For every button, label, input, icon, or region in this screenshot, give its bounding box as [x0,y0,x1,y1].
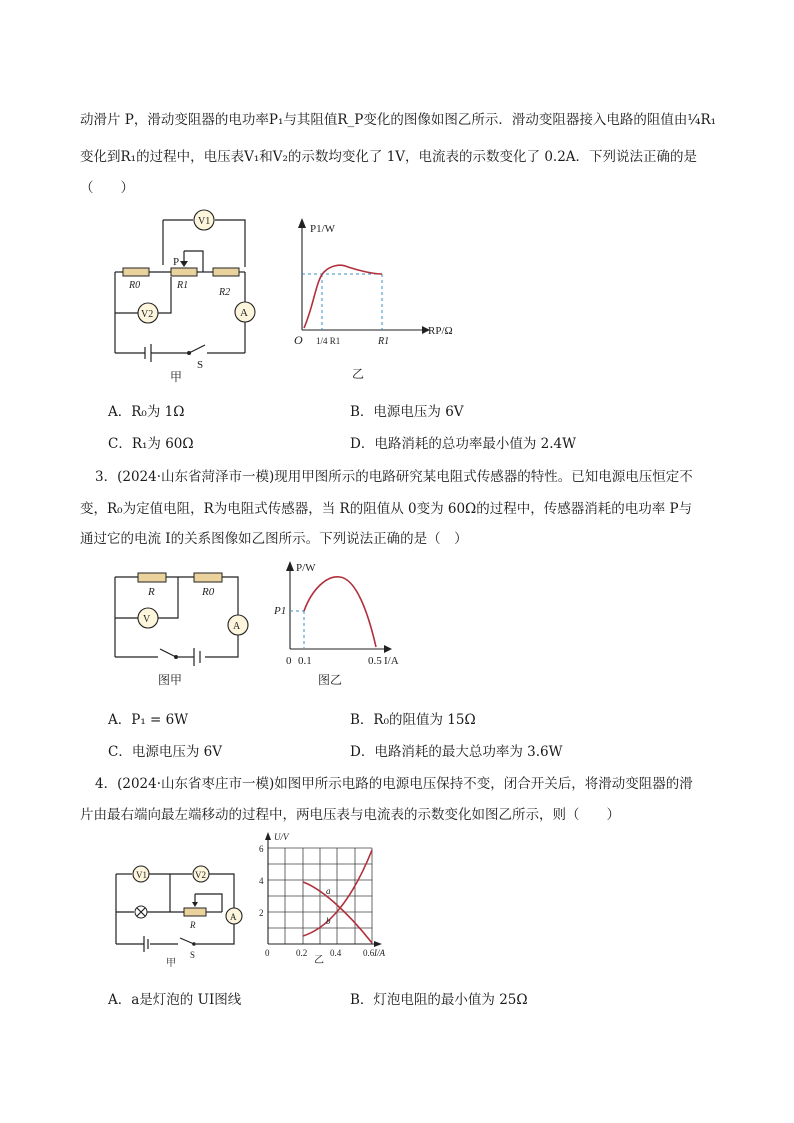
q4-option-b[interactable]: B．灯泡电阻的最小值为 25Ω [350,992,528,1008]
tick-r1: R1 [378,336,390,347]
ammeter-label: A [230,912,237,922]
slider-p-label: P [173,256,180,268]
r0-label: R0 [202,586,215,598]
tick-0-5: 0.5 [368,655,382,667]
q2-option-a[interactable]: A．R₀为 1Ω [108,404,185,420]
q2-text-line1: 动滑片 P，滑动变阻器的电功率P₁与其阻值R_P变化的图像如图乙所示．滑动变阻器接入电路的阻值由¼R₁ [80,112,717,128]
q3-option-d[interactable]: D．电路消耗的最大总功率为 3.6W [350,744,563,760]
q2-text-line2: 变化到R₁的过程中，电压表V₁和V₂的示数均变化了 1V，电流表的示数变化了 0.2A．下列说法正确的是 [80,149,698,165]
tick-x04: 0.4 [330,948,342,958]
q3-option-c[interactable]: C．电源电压为 6V [108,744,222,760]
q2-ylabel: P1/W [310,223,336,235]
v2-label: V2 [141,309,154,320]
tick-x02: 0.2 [296,948,308,958]
r2-label: R2 [219,287,231,298]
switch-s-label: S [197,359,204,371]
r1-label: R1 [177,280,189,291]
tick-x06: 0.6 [363,948,375,958]
tick-0: 0 [286,655,292,667]
q4-ylabel: U/V [274,832,289,842]
q3-option-b[interactable]: B．R₀的阻值为 15Ω [350,712,476,728]
ammeter-label: A [240,307,248,319]
figure-yi-label: 图乙 [318,673,343,687]
q2-circuit-diagram [105,205,265,385]
q3-power-curve [304,577,376,647]
q4-uv-graph [256,826,396,966]
figure-yi-label: 乙 [352,367,365,381]
figure-jia-label: 甲 [170,370,183,384]
tick-0-1: 0.1 [298,655,312,667]
q2-option-c[interactable]: C．R₁为 60Ω [108,436,194,452]
curve-b-label: b [326,916,331,926]
voltmeter-label: V [143,614,151,625]
switch-icon [180,938,194,944]
tick-quarter-r1: 1/4 R1 [316,336,341,346]
q4-circuit-diagram [110,862,250,972]
q3-option-a[interactable]: A．P₁ = 6W [108,712,189,728]
q2-power-curve [304,265,382,328]
q3-power-graph [272,557,432,692]
v1-label: V1 [136,870,147,880]
q3-text-line1: 3．(2024·山东省菏泽市一模)现用甲图所示的电路研究某电阻式传感器的特性。已知电源电压恒定不 [95,469,693,485]
q2-text-line3: （ ） [80,180,134,196]
battery-icon [145,344,151,362]
tick-y2: 2 [259,908,264,918]
q3-text-line2: 变，R₀为定值电阻，R为电阻式传感器，当 R的阻值从 0变为 60Ω的过程中，传感器消耗的电功率 P与 [80,501,693,517]
figure-jia-label: 甲 [166,958,176,969]
q4-xlabel: I/A [374,948,385,958]
v2-label: V2 [195,870,206,880]
resistor-r0-icon [194,573,222,582]
q4-text-line1: 4．(2024·山东省枣庄市一模)如图甲所示电路的电源电压保持不变，闭合开关后，将滑动变阻器的滑 [95,776,693,792]
curve-a-label: a [326,886,331,896]
q2-xlabel: RP/Ω [428,325,453,337]
r-label: R [190,920,196,930]
tick-y6: 6 [259,844,264,854]
battery-icon [194,648,200,666]
rheostat-r-icon [184,908,206,916]
tick-y4: 4 [259,876,264,886]
switch-s-label: S [190,950,196,960]
ammeter-label: A [233,621,241,632]
resistor-r0-icon [123,268,149,276]
switch-icon [160,649,176,657]
rheostat-r1-icon [171,268,197,276]
q4-option-a[interactable]: A．a是灯泡的 UI图线 [108,992,242,1008]
origin-label: O [294,333,303,347]
q2-option-d[interactable]: D．电路消耗的总功率最小值为 2.4W [350,436,576,452]
resistor-r-icon [138,573,166,582]
q3-text-line3: 通过它的电流 I的关系图像如乙图所示。下列说法正确的是（ ） [80,531,468,547]
figure-yi-label: 乙 [314,955,324,966]
r-label: R [148,586,155,598]
q2-option-b[interactable]: B．电源电压为 6V [350,404,464,420]
q3-ylabel: P/W [296,562,316,574]
figure-jia-label: 图甲 [158,673,183,687]
battery-icon [144,936,148,952]
switch-icon [189,345,205,353]
tick-x0: 0 [265,948,270,958]
q3-xlabel: I/A [384,655,399,667]
v1-label: V1 [198,216,211,227]
resistor-r2-icon [213,268,239,276]
r0-label: R0 [129,280,141,291]
q3-circuit-diagram [110,565,255,690]
q4-text-line2: 片由最右端向最左端移动的过程中，两电压表与电流表的示数变化如图乙所示，则（ ） [80,807,620,823]
curve-b [303,850,372,936]
p1-label: P1 [274,605,287,617]
q2-power-graph [290,210,470,385]
